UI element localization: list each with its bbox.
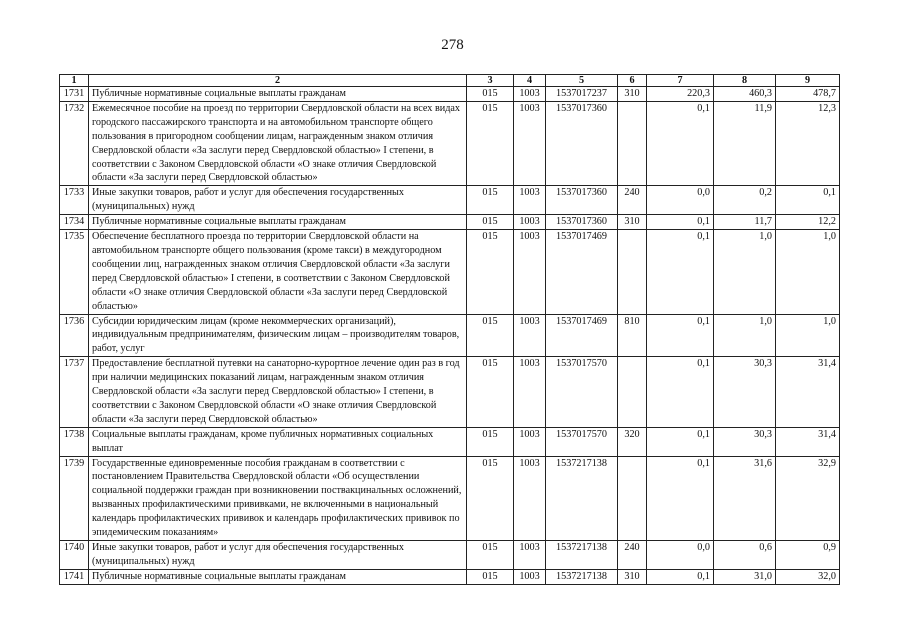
row-number-cell: 1733 [60, 186, 89, 215]
target-code-cell: 1537017360 [546, 215, 618, 230]
target-code-cell: 1537217138 [546, 569, 618, 584]
row-description-cell: Социальные выплаты гражданам, кроме публичных нормативных социальных выплат [89, 427, 467, 456]
amount-col8-cell: 31,0 [714, 569, 776, 584]
amount-col7-cell: 0,1 [647, 357, 714, 428]
target-code-cell: 1537017360 [546, 186, 618, 215]
row-description-cell: Предоставление бесплатной путевки на санаторно-курортное лечение один раз в год при наличии медицинских показаний лицам, награжденным знаком отличия Свердловской области «За заслуги перед Свердловской областью» I степени, в соответствии с Законом Свердловской области «О знаке отличия Свердловской области «За заслуги перед Свердловской областью» [89, 357, 467, 428]
section-code-cell: 1003 [514, 230, 546, 314]
expense-type-cell: 240 [618, 541, 647, 570]
admin-code-cell: 015 [467, 541, 514, 570]
expense-type-cell: 810 [618, 314, 647, 357]
row-number-cell: 1740 [60, 541, 89, 570]
admin-code-cell: 015 [467, 314, 514, 357]
table-row [60, 101, 840, 185]
amount-col7-cell: 0,1 [647, 230, 714, 314]
amount-col7-cell: 0,1 [647, 314, 714, 357]
amount-col8-cell: 11,9 [714, 101, 776, 185]
section-code-cell: 1003 [514, 569, 546, 584]
row-description-cell: Государственные единовременные пособия гражданам в соответствии с постановлением Правительства Свердловской области «Об осуществлении социальной поддержки граждан при возникновении поствакцинальных осложнений, вызванных профилактическими прививками, не включенными в национальный календарь профилактических прививок и календарь профилактических прививок по эпидемическим показаниям» [89, 456, 467, 540]
row-description-cell: Публичные нормативные социальные выплаты гражданам [89, 87, 467, 102]
target-code-cell: 1537217138 [546, 456, 618, 540]
row-number-cell: 1731 [60, 87, 89, 102]
admin-code-cell: 015 [467, 569, 514, 584]
table-row [60, 427, 840, 456]
row-number-cell: 1734 [60, 215, 89, 230]
table-row [60, 357, 840, 428]
amount-col8-cell: 30,3 [714, 427, 776, 456]
target-code-cell: 1537017570 [546, 427, 618, 456]
admin-code-cell: 015 [467, 186, 514, 215]
table-row [60, 541, 840, 570]
amount-col9-cell: 478,7 [776, 87, 840, 102]
row-number-cell: 1738 [60, 427, 89, 456]
admin-code-cell: 015 [467, 357, 514, 428]
admin-code-cell: 015 [467, 87, 514, 102]
amount-col8-cell: 0,2 [714, 186, 776, 215]
admin-code-cell: 015 [467, 427, 514, 456]
admin-code-cell: 015 [467, 101, 514, 185]
admin-code-cell: 015 [467, 215, 514, 230]
table-row [60, 215, 840, 230]
column-header: 6 [618, 75, 647, 87]
amount-col9-cell: 1,0 [776, 230, 840, 314]
admin-code-cell: 015 [467, 456, 514, 540]
column-header: 1 [60, 75, 89, 87]
amount-col8-cell: 460,3 [714, 87, 776, 102]
expense-type-cell [618, 230, 647, 314]
amount-col7-cell: 0,1 [647, 215, 714, 230]
table-row [60, 186, 840, 215]
page-number: 278 [441, 37, 464, 53]
column-header: 2 [89, 75, 467, 87]
amount-col9-cell: 0,1 [776, 186, 840, 215]
column-header: 9 [776, 75, 840, 87]
section-code-cell: 1003 [514, 357, 546, 428]
row-number-cell: 1737 [60, 357, 89, 428]
amount-col9-cell: 32,0 [776, 569, 840, 584]
section-code-cell: 1003 [514, 87, 546, 102]
target-code-cell: 1537017469 [546, 314, 618, 357]
budget-table [59, 74, 840, 585]
table-row [60, 230, 840, 314]
amount-col9-cell: 0,9 [776, 541, 840, 570]
section-code-cell: 1003 [514, 314, 546, 357]
section-code-cell: 1003 [514, 101, 546, 185]
column-header: 4 [514, 75, 546, 87]
column-header: 5 [546, 75, 618, 87]
amount-col7-cell: 0,1 [647, 456, 714, 540]
expense-type-cell [618, 101, 647, 185]
row-description-cell: Иные закупки товаров, работ и услуг для обеспечения государственных (муниципальных) нужд [89, 541, 467, 570]
header-row [60, 75, 840, 87]
amount-col7-cell: 0,0 [647, 541, 714, 570]
table-row [60, 456, 840, 540]
table-row [60, 314, 840, 357]
section-code-cell: 1003 [514, 541, 546, 570]
amount-col7-cell: 0,1 [647, 101, 714, 185]
expense-type-cell: 310 [618, 215, 647, 230]
amount-col8-cell: 11,7 [714, 215, 776, 230]
column-header: 8 [714, 75, 776, 87]
admin-code-cell: 015 [467, 230, 514, 314]
expense-type-cell: 320 [618, 427, 647, 456]
amount-col7-cell: 0,1 [647, 427, 714, 456]
section-code-cell: 1003 [514, 186, 546, 215]
row-number-cell: 1741 [60, 569, 89, 584]
amount-col9-cell: 12,2 [776, 215, 840, 230]
section-code-cell: 1003 [514, 215, 546, 230]
amount-col8-cell: 1,0 [714, 314, 776, 357]
amount-col9-cell: 31,4 [776, 357, 840, 428]
amount-col9-cell: 31,4 [776, 427, 840, 456]
target-code-cell: 1537017570 [546, 357, 618, 428]
amount-col8-cell: 31,6 [714, 456, 776, 540]
target-code-cell: 1537017237 [546, 87, 618, 102]
amount-col8-cell: 0,6 [714, 541, 776, 570]
table-row [60, 569, 840, 584]
amount-col8-cell: 1,0 [714, 230, 776, 314]
row-description-cell: Субсидии юридическим лицам (кроме некоммерческих организаций), индивидуальным предпринимателям, физическим лицам – производителям товаров, работ, услуг [89, 314, 467, 357]
row-description-cell: Ежемесячное пособие на проезд по территории Свердловской области на всех видах городского пассажирского транспорта и на автомобильном транспорте общего пользования в пригородном сообщении лицам, награжденным знаком отличия Свердловской области «За заслуги перед Свердловской областью» I степени, в соответствии с Законом Свердловской области «О знаке отличия Свердловской области «За заслуги перед Свердловской областью» [89, 101, 467, 185]
row-number-cell: 1732 [60, 101, 89, 185]
amount-col9-cell: 12,3 [776, 101, 840, 185]
amount-col8-cell: 30,3 [714, 357, 776, 428]
amount-col9-cell: 32,9 [776, 456, 840, 540]
expense-type-cell: 310 [618, 569, 647, 584]
row-description-cell: Публичные нормативные социальные выплаты гражданам [89, 569, 467, 584]
target-code-cell: 1537217138 [546, 541, 618, 570]
row-number-cell: 1736 [60, 314, 89, 357]
row-number-cell: 1739 [60, 456, 89, 540]
target-code-cell: 1537017469 [546, 230, 618, 314]
table-row [60, 87, 840, 102]
expense-type-cell: 240 [618, 186, 647, 215]
row-description-cell: Иные закупки товаров, работ и услуг для обеспечения государственных (муниципальных) нужд [89, 186, 467, 215]
expense-type-cell: 310 [618, 87, 647, 102]
row-number-cell: 1735 [60, 230, 89, 314]
expense-type-cell [618, 456, 647, 540]
section-code-cell: 1003 [514, 427, 546, 456]
amount-col7-cell: 0,0 [647, 186, 714, 215]
expense-type-cell [618, 357, 647, 428]
amount-col7-cell: 220,3 [647, 87, 714, 102]
section-code-cell: 1003 [514, 456, 546, 540]
target-code-cell: 1537017360 [546, 101, 618, 185]
column-header: 3 [467, 75, 514, 87]
amount-col9-cell: 1,0 [776, 314, 840, 357]
row-description-cell: Обеспечение бесплатного проезда по территории Свердловской области на автомобильном транспорте общего пользования (кроме такси) в междугородном сообщении лиц, награжденных знаком отличия Свердловской области «За заслуги перед Свердловской областью» I степени, в соответствии с Законом Свердловской области «О знаке отличия Свердловской области «За заслуги перед Свердловской областью» [89, 230, 467, 314]
column-header: 7 [647, 75, 714, 87]
row-description-cell: Публичные нормативные социальные выплаты гражданам [89, 215, 467, 230]
amount-col7-cell: 0,1 [647, 569, 714, 584]
